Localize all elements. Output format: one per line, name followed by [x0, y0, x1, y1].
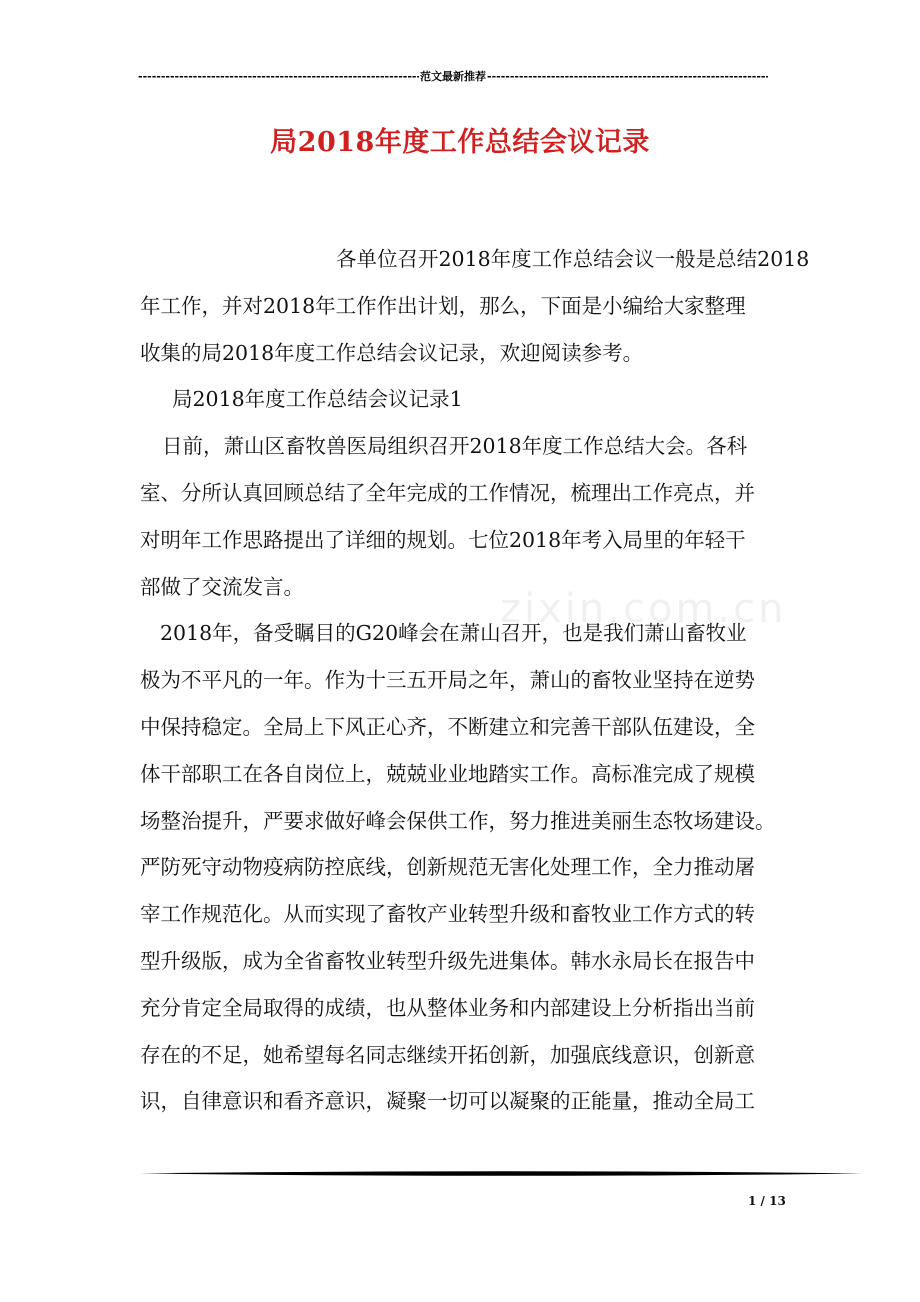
body-line: 收集的局2018年度工作总结会议记录，欢迎阅读参考。	[140, 340, 644, 365]
footer-rule	[140, 1170, 863, 1177]
page-header	[138, 68, 768, 84]
body-line: 场整治提升，严要求做好峰会保供工作，努力推进美丽生态牧场建设。	[140, 808, 776, 833]
body-line: 2018年，备受瞩目的G20峰会在萧山召开，也是我们萧山畜牧业	[160, 621, 747, 646]
body-line: 宰工作规范化。从而实现了畜牧产业转型升级和畜牧业工作方式的转	[140, 902, 755, 927]
body-line: 局2018年度工作总结会议记录1	[172, 387, 463, 412]
body-line: 存在的不足，她希望每名同志继续开拓创新，加强底线意识，创新意	[140, 1042, 755, 1067]
header-label: 范文最新推荐	[420, 70, 486, 83]
header-dash-right	[487, 70, 768, 83]
body-line: 室、分所认真回顾总结了全年完成的工作情况，梳理出工作亮点，并	[140, 480, 755, 505]
body-line: 充分肯定全局取得的成绩，也从整体业务和内部建设上分析指出当前	[140, 995, 755, 1020]
body-line: 对明年工作思路提出了详细的规划。七位2018年考入局里的年轻干	[140, 527, 746, 552]
body-line: 识，自律意识和看齐意识，凝聚一切可以凝聚的正能量，推动全局工	[140, 1089, 755, 1114]
page-number: 1 / 13	[748, 1194, 786, 1208]
body-line: 部做了交流发言。	[140, 574, 304, 599]
body-line: 体干部职工在各自岗位上，兢兢业业地踏实工作。高标准完成了规模	[140, 761, 755, 786]
document-body	[140, 236, 835, 1125]
body-line: 各单位召开2018年度工作总结会议一般是总结2018	[336, 247, 810, 271]
watermark: zixin.com.cn	[500, 586, 787, 632]
document-title: 局2018年度工作总结会议记录	[270, 127, 650, 158]
body-line: 日前，萧山区畜牧兽医局组织召开2018年度工作总结大会。各科	[162, 434, 748, 459]
body-line: 中保持稳定。全局上下风正心齐，不断建立和完善干部队伍建设，全	[140, 714, 755, 739]
header-dash-left	[138, 70, 419, 83]
body-line: 严防死守动物疫病防控底线，创新规范无害化处理工作，全力推动屠	[140, 855, 755, 880]
body-line: 年工作，并对2018年工作作出计划，那么，下面是小编给大家整理	[140, 293, 746, 318]
body-line: 极为不平凡的一年。作为十三五开局之年，萧山的畜牧业坚持在逆势	[140, 668, 755, 693]
body-line: 型升级版，成为全省畜牧业转型升级先进集体。韩水永局长在报告中	[140, 948, 755, 973]
